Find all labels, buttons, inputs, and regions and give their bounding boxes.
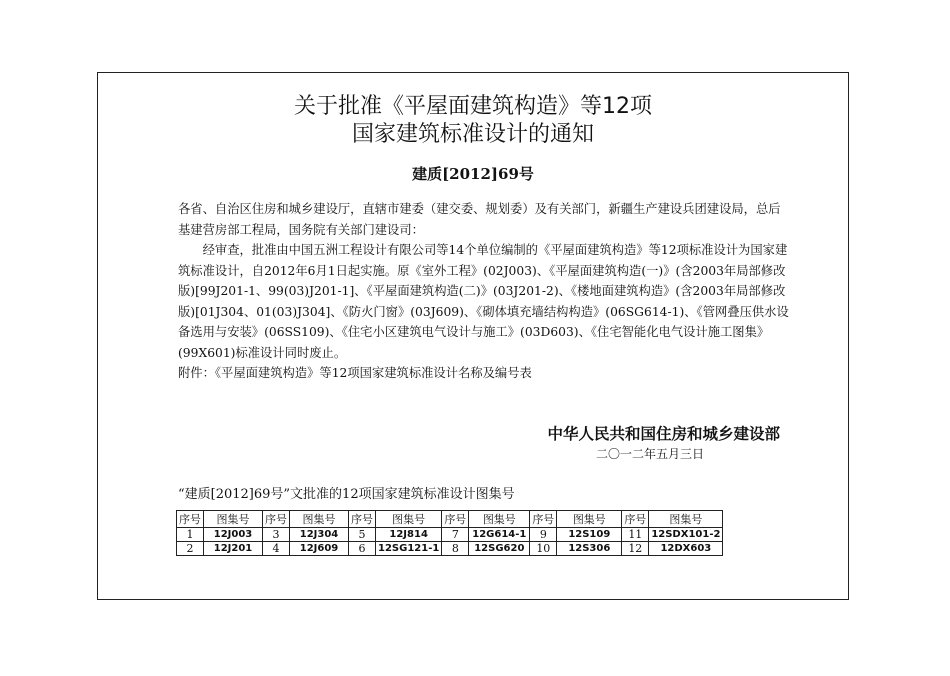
seq-cell: 6 [349, 542, 376, 556]
code-cell: 12J003 [204, 528, 263, 542]
seq-cell: 7 [442, 528, 469, 542]
code-cell: 12S109 [557, 528, 622, 542]
code-cell: 12SG620 [469, 542, 530, 556]
table-title: “建质[2012]69号”文批准的12项国家建筑标准设计图集号 [178, 487, 515, 502]
code-cell: 12SDX101-2 [649, 528, 723, 542]
notice-title-line1: 关于批准《平屋面建筑构造》等12项 [294, 94, 652, 119]
code-cell: 12J814 [376, 528, 442, 542]
issue-date: 二〇一二年五月三日 [595, 447, 704, 461]
code-cell: 12J304 [290, 528, 349, 542]
seq-cell: 10 [530, 542, 557, 556]
seq-cell: 2 [177, 542, 204, 556]
seq-cell: 5 [349, 528, 376, 542]
seq-cell: 12 [622, 542, 649, 556]
header-seq: 序号 [442, 511, 469, 528]
code-cell: 12DX603 [649, 542, 723, 556]
seq-cell: 3 [263, 528, 290, 542]
atlas-code-table [176, 510, 723, 556]
code-cell: 12J609 [290, 542, 349, 556]
notice-title-line2: 国家建筑标准设计的通知 [351, 122, 594, 147]
header-code: 图集号 [557, 511, 622, 528]
header-code: 图集号 [376, 511, 442, 528]
notice-frame [97, 72, 849, 600]
seq-cell: 9 [530, 528, 557, 542]
header-seq: 序号 [530, 511, 557, 528]
code-cell: 12S306 [557, 542, 622, 556]
code-cell: 12G614-1 [469, 528, 530, 542]
seq-cell: 8 [442, 542, 469, 556]
seq-cell: 11 [622, 528, 649, 542]
table-row [177, 542, 723, 556]
attachment-paragraph: 附件：《平屋面建筑构造》等12项国家建筑标准设计名称及编号表 [178, 366, 532, 380]
header-seq: 序号 [177, 511, 204, 528]
code-cell: 12J201 [204, 542, 263, 556]
issuer-signature: 中华人民共和国住房和城乡建设部 [547, 425, 780, 443]
seq-cell: 1 [177, 528, 204, 542]
header-code: 图集号 [204, 511, 263, 528]
document-number: 建质[2012]69号 [412, 165, 534, 183]
header-code: 图集号 [469, 511, 530, 528]
table-header-row [177, 511, 723, 528]
header-seq: 序号 [349, 511, 376, 528]
header-code: 图集号 [649, 511, 723, 528]
notice-body [178, 199, 790, 384]
approval-paragraph: 经审查，批准由中国五洲工程设计有限公司等14个单位编制的《平屋面建筑构造》等12项标准设计为国家建筑标准设计，自2012年6月1日起实施。原《室外工程》(02J003)、《平屋面建筑构造(一)》(含2003年局部修改版)[99J201-1、99(03)J201-1]、《平屋面建筑构造(二)》(03J201-2)、《楼地面建筑构造》(含2003年局部修改版)[01J304、01(03)J304]、《防火门窗》(03J609)、《砌体填充墙结构构造》(06SG614-1)、《管网叠压供水设备选用与安装》(06SS109)、《住宅小区建筑电气设计与施工》(03D603)、《住宅智能化电气设计施工图集》(99X601)标准设计同时废止。 [178, 243, 789, 360]
code-cell: 12SG121-1 [376, 542, 442, 556]
header-seq: 序号 [263, 511, 290, 528]
table-row [177, 528, 723, 542]
seq-cell: 4 [263, 542, 290, 556]
header-code: 图集号 [290, 511, 349, 528]
addressee-paragraph: 各省、自治区住房和城乡建设厅，直辖市建委（建交委、规划委）及有关部门，新疆生产建设兵团建设局，总后基建营房部工程局，国务院有关部门建设司： [178, 202, 781, 237]
header-seq: 序号 [622, 511, 649, 528]
